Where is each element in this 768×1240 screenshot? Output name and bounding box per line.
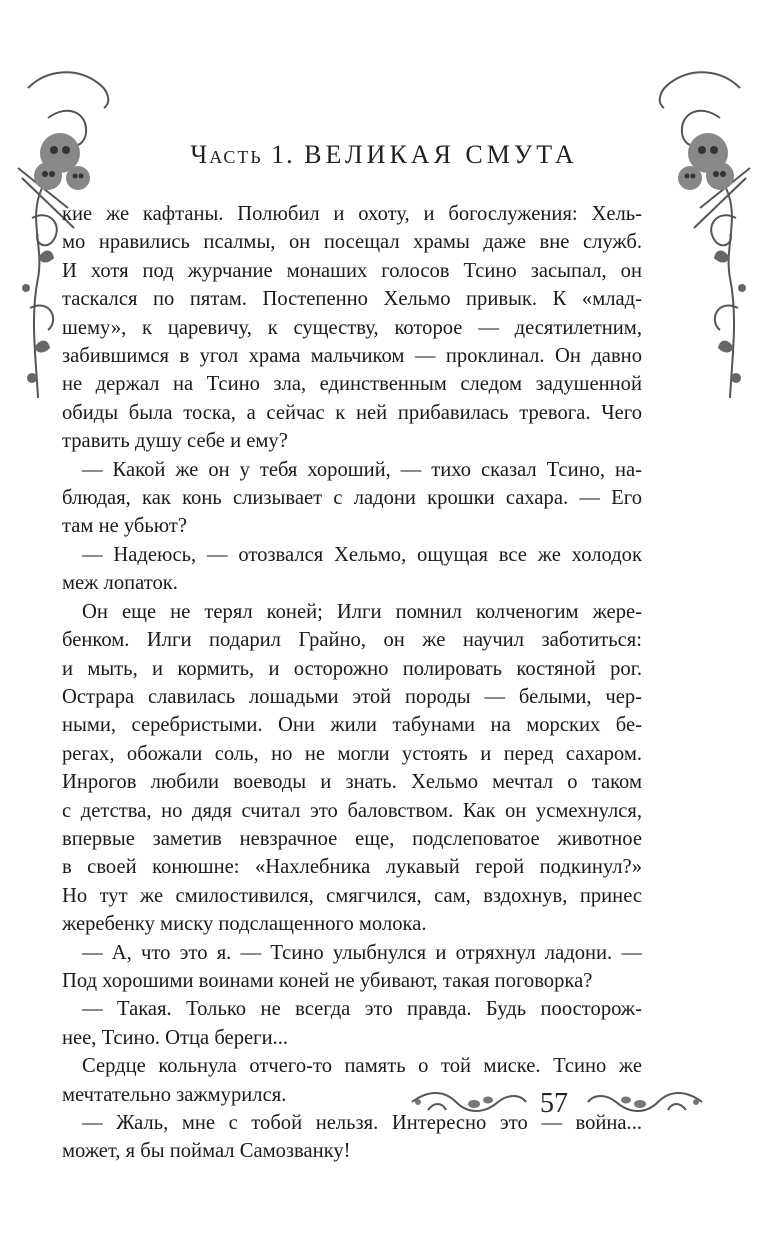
corner-ornament-right [648,58,760,398]
text-line: — А, что это я. — Тсино улыбнулся и отряхнул ладони. — [82,941,642,964]
text-line: жеребенку миску подслащенного молока. [62,913,427,936]
running-header [0,140,768,170]
page-number: 57 [540,1088,568,1119]
text-line: и мыть, и кормить, и осторожно полировать костяной рог. [62,657,642,680]
text-line: меж лопаток. [62,572,178,595]
text-line: регах, обожали соль, но не могли устоять и перед сахаром. [62,742,642,765]
text-line: может, я бы поймал Самозванку! [62,1140,351,1163]
text-line: блюдая, как конь слизывает с ладони крошки сахара. — Его [62,487,642,510]
text-line: — Какой же он у тебя хороший, — тихо сказал Тсино, на- [82,458,642,481]
text-line: забившимся в угол храма мальчиком — проклинал. Он давно [62,345,642,368]
header-part: Часть 1. [190,140,295,169]
footer-ornament-right [584,1082,706,1122]
header-title: ВЕЛИКАЯ СМУТА [304,140,578,169]
text-line: Острара славилась лошадьми этой породы — белыми, чер- [62,685,642,708]
text-line: Он еще не терял коней; Илги помнил колченогим жере- [82,600,642,623]
text-line: таскался по пятам. Постепенно Хельмо привык. К «млад- [62,288,642,311]
text-line: бенком. Илги подарил Грайно, он же научил заботиться: [62,629,642,652]
text-line: Но тут же смилостивился, смягчился, сам, вздохнув, принес [62,884,642,907]
text-line: там не убьют? [62,515,188,538]
text-line: с детства, но дядя считал это баловством. Как он усмехнулся, [62,799,642,822]
text-line: И хотя под журчание монаших голосов Тсино засыпал, он [62,259,642,282]
text-line: мечтательно зажмурился. [62,1083,287,1106]
text-line: Сердце кольнула отчего-то память о той миске. Тсино же [82,1055,642,1078]
text-line: Под хорошими воинами коней не убивают, такая поговорка? [62,969,593,992]
text-line: в своей конюшне: «Нахлебника лукавый герой подкинул?» [62,856,642,879]
text-line: ными, серебристыми. Они жили табунами на морских бе- [62,714,642,737]
text-line: травить душу себе и ему? [62,430,288,453]
footer-ornament-left [408,1082,530,1122]
text-line: мо нравились псалмы, он посещал храмы даже вне служб. [62,231,642,254]
text-line: Инрогов любили воеводы и знать. Хельмо мечтал о таком [62,771,642,794]
body-text [62,200,642,1166]
text-line: шему», к царевичу, к существу, которое — десятилетним, [62,316,642,339]
text-line: — Надеюсь, — отозвался Хельмо, ощущая все же холодок [82,543,642,566]
text-line: кие же кафтаны. Полюбил и охоту, и богослужения: Хель- [62,203,642,225]
text-line: нее, Тсино. Отца береги... [62,1026,289,1049]
text-line: не держал на Тсино зла, единственным следом задушенной [62,373,642,396]
text-line: — Такая. Только не всегда это правда. Будь поосторож- [82,998,642,1021]
page-footer [408,1080,708,1130]
text-line: впервые заметив невзрачное еще, подслеповатое животное [62,827,642,850]
text-line: — Жаль, мне с тобой нельзя. Интересно это — война... [82,1112,642,1134]
text-line: обиды была тоска, а сейчас к ней прибавилась тревога. Чего [62,401,642,424]
